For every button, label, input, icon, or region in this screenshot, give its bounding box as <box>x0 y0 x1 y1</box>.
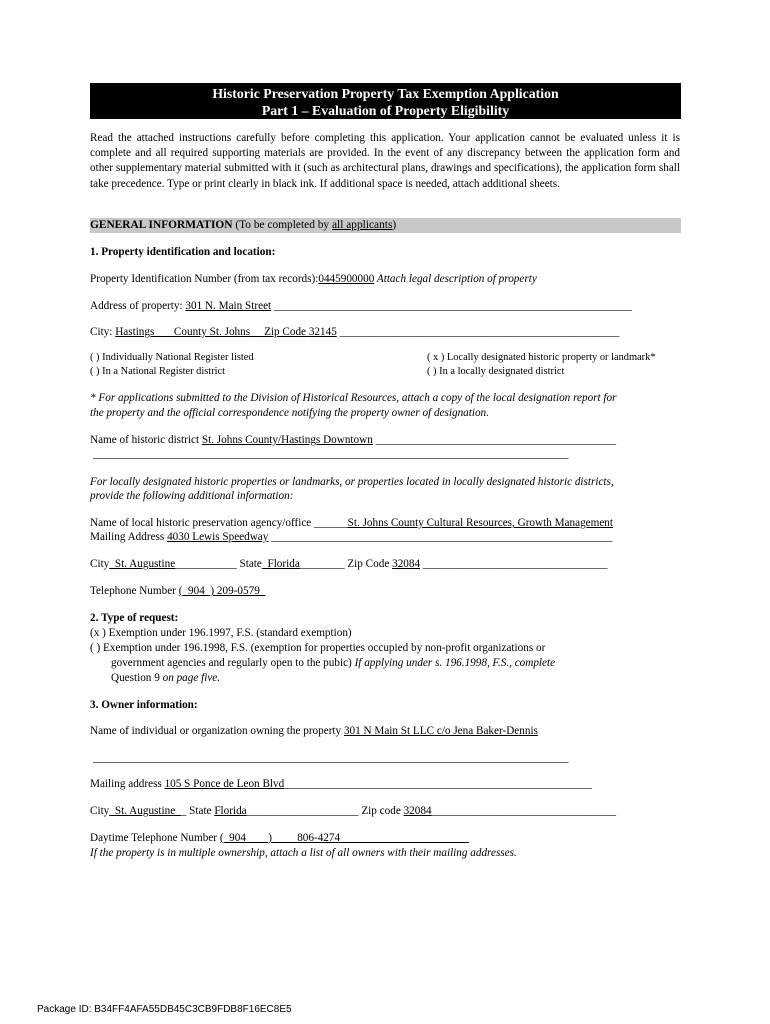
agency-label: Name of local historic preservation agency/office <box>90 517 315 529</box>
property-id-value: 0445900000 <box>318 273 375 285</box>
checkbox-standard-exemption[interactable]: (x ) Exemption under 196.1997, F.S. (standard exemption) <box>90 627 352 639</box>
telephone-area-code: (_904_) <box>178 585 215 597</box>
property-id-row <box>90 273 537 285</box>
agency-state-label: ___________ State <box>175 558 262 570</box>
footnote-line-1: * For applications submitted to the Division of Historical Resources, attach a copy of the local designation report for <box>90 392 617 404</box>
owner-mailing-value: 105 S Ponce de Leon Blvd <box>164 778 285 790</box>
owner-city-label: City <box>90 805 110 817</box>
checkbox-locally-designated-district[interactable]: ( ) In a locally designated district <box>427 366 565 377</box>
nonprofit-exemption-note: If applying under s. 196.1998, F.S., complete <box>351 657 556 669</box>
checkbox-nonprofit-exemption[interactable]: ( ) Exemption under 196.1998, F.S. (exemption for properties occupied by non-profit organizations or <box>90 642 546 654</box>
agency-city-value: _St. Augustine <box>109 558 176 570</box>
owner-telephone-label: Daytime Telephone Number <box>90 832 220 844</box>
district-blank: ___________________________________________ <box>372 434 617 446</box>
address-label: Address of property: <box>90 300 186 312</box>
mailing-blank: _____________________________________________________________ <box>268 531 613 543</box>
zip-value: 32145 <box>308 326 337 338</box>
zip-blank: __________________________________________________ <box>336 326 620 338</box>
footnote-line-2: the property and the official correspondence notifying the property owner of designation. <box>90 407 489 419</box>
section-heading: GENERAL INFORMATION <box>90 219 233 231</box>
form-title: Historic Preservation Property Tax Exemption Application <box>212 86 559 101</box>
section-note-end: ) <box>392 219 397 231</box>
instructions-paragraph: Read the attached instructions carefully before completing this application. Your application cannot be evaluated unless it is complete and all required supporting materials are provided. In the event of any discrepancy between the application form and other supplementary material submitted with it (such as architectural plans, drawings and specifications), the application form shall take precedence. Type or print clearly in black ink. If additional space is needed, attach additional sheets. <box>90 132 680 190</box>
agency-city-label: City <box>90 558 110 570</box>
property-address-row <box>90 300 680 312</box>
owner-state-label: _ State <box>180 805 215 817</box>
agency-city-state-zip-row <box>90 558 680 570</box>
property-id-note: Attach legal description of property <box>374 273 537 285</box>
mailing-value: 4030 Lewis Speedway <box>167 531 269 543</box>
question-9-note: on page five. <box>159 672 221 684</box>
checkbox-locally-designated-property[interactable]: ( x ) Locally designated historic property or landmark* <box>427 352 656 363</box>
owner-zip-blank: _________________________________ <box>431 805 617 817</box>
owner-telephone-area-code: (_904____) <box>219 832 273 844</box>
section-note: (To be completed by <box>232 219 332 231</box>
agency-value: St. Johns County Cultural Resources, Growth Management <box>347 517 614 529</box>
owner-zip-value: 32084 <box>403 805 432 817</box>
owner-name-value: 301 N Main St LLC c/o Jena Baker-Dennis <box>343 725 538 737</box>
form-subtitle: Part 1 – Evaluation of Property Eligibility <box>261 103 510 118</box>
owner-state-value: Florida <box>214 805 247 817</box>
nonprofit-exemption-continued <box>111 657 555 669</box>
form-title-banner <box>90 83 681 119</box>
address-value: 301 N. Main Street <box>185 300 272 312</box>
property-id-label: Property Identification Number (from tax records): <box>90 273 319 285</box>
telephone-number: 209-0579_ <box>214 585 266 597</box>
owner-name-continuation-line: _____________________________________________________________________________________ <box>93 752 569 764</box>
owner-mailing-address-row <box>90 778 680 790</box>
local-note-line-2: provide the following additional information: <box>90 490 294 502</box>
city-label: City: <box>90 326 116 338</box>
owner-mailing-blank: _______________________________________________________ <box>284 778 592 790</box>
zip-label: __ Zip Code <box>250 326 309 338</box>
agency-zip-blank: _________________________________ <box>420 558 608 570</box>
owner-zip-label: ____________________ Zip code <box>246 805 404 817</box>
agency-blank: ______ <box>314 517 348 529</box>
telephone-label: Telephone Number <box>90 585 179 597</box>
mailing-label: Mailing Address <box>90 531 168 543</box>
agency-telephone-row <box>90 585 265 597</box>
agency-mailing-address-row <box>90 531 680 543</box>
county-value: St. Johns <box>209 326 251 338</box>
package-id: Package ID: B34FF4AFA55DB45C3CB9FDB8F16EC8E5 <box>37 1004 292 1015</box>
historic-district-row <box>90 434 680 446</box>
nonprofit-exemption-text: government agencies and regularly open to the pubic) <box>111 657 352 669</box>
address-blank: ________________________________________________________________ <box>271 300 632 312</box>
checkbox-national-register-district[interactable]: ( ) In a National Register district <box>90 366 226 377</box>
owner-name-label: Name of individual or organization owning the property <box>90 725 344 737</box>
owner-name-row <box>90 725 538 737</box>
district-value: St. Johns County/Hastings Downtown <box>201 434 373 446</box>
county-label: ___ County <box>154 326 210 338</box>
owner-mailing-label: Mailing address <box>90 778 165 790</box>
owner-telephone-row <box>90 832 469 844</box>
checkbox-national-register-listed[interactable]: ( ) Individually National Register listed <box>90 352 254 363</box>
district-label: Name of historic district <box>90 434 202 446</box>
section-3-heading: 3. Owner information: <box>90 699 198 711</box>
agency-zip-value: 32084 <box>392 558 421 570</box>
multiple-ownership-note: If the property is in multiple ownership, attach a list of all owners with their mailing addresses. <box>90 847 517 859</box>
owner-city-state-zip-row <box>90 805 680 817</box>
city-county-zip-row <box>90 326 680 338</box>
owner-telephone-number: ____806-4274_______________________ <box>272 832 469 844</box>
general-information-heading <box>90 218 681 233</box>
city-value: Hastings <box>115 326 155 338</box>
agency-zip-label: ________ Zip Code <box>299 558 393 570</box>
local-agency-row <box>90 517 613 529</box>
question-9-reference <box>111 672 220 684</box>
owner-city-value: _St. Augustine_ <box>109 805 181 817</box>
agency-state-value: _Florida <box>261 558 300 570</box>
section-1-heading: 1. Property identification and location: <box>90 246 276 258</box>
section-note-link: all applicants <box>331 219 393 231</box>
section-2-heading: 2. Type of request: <box>90 612 179 624</box>
local-note-line-1: For locally designated historic properties or landmarks, or properties located in locally designated historic districts, <box>90 476 614 488</box>
question-9-label: Question 9 <box>111 672 160 684</box>
district-continuation-line: _____________________________________________________________________________________ <box>93 448 569 460</box>
